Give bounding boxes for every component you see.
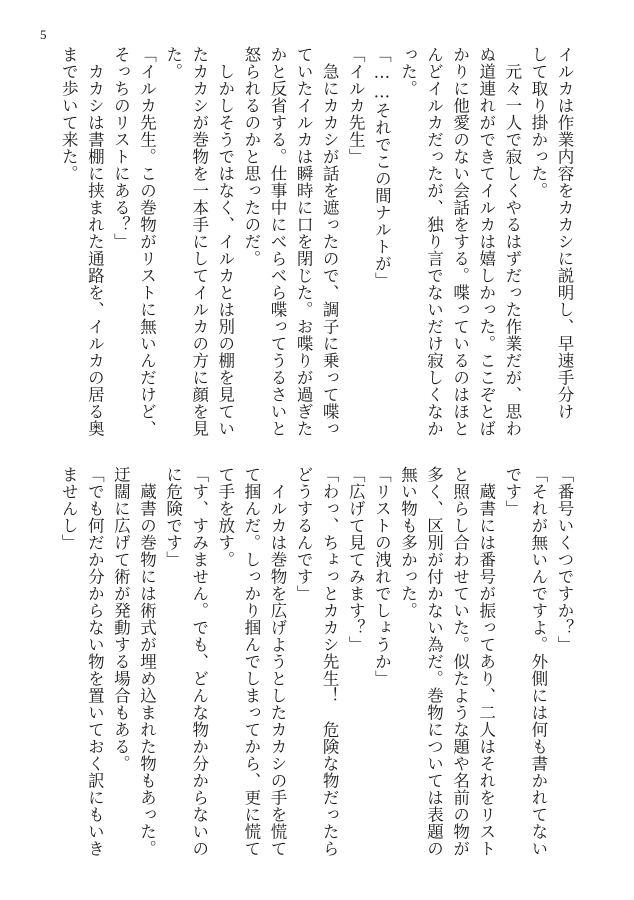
text-line: カカシは書棚に挟まれた通路を、イルカの居る奥 xyxy=(85,46,105,437)
text-line: 「でも何だか分からない物を置いておく訳にもいき xyxy=(85,466,105,857)
text-line: 怒られるのかと思ったのだ。 xyxy=(241,46,261,267)
text-line: と照らし合わせていた。似たような題や名前の物が xyxy=(450,466,470,857)
text-line: ませんし」 xyxy=(59,466,79,551)
text-line: イルカは巻物を広げようとしたカカシの手を慌て xyxy=(267,466,287,857)
text-line: して取り掛かった。 xyxy=(528,46,548,199)
text-line: しかしそうではなく、イルカとは別の棚を見てい xyxy=(215,46,235,437)
text-line: そっちのリストにある？」 xyxy=(111,46,131,250)
text-line: 「番号いくつですか？」 xyxy=(555,466,574,653)
text-line: イルカは作業内容をカカシに説明し、早速手分け xyxy=(555,46,574,420)
text-line: 多く、区別が付かない為だ。巻物については表題の xyxy=(424,466,444,857)
text-line: 蔵書には番号が振ってあり、二人はそれをリスト xyxy=(476,466,496,857)
text-line: 「わっ、ちょっとカカシ先生！ 危険な物だったら xyxy=(320,466,340,857)
text-line: 「イルカ先生」 xyxy=(346,46,366,165)
text-line: です」 xyxy=(502,466,522,517)
text-line: 急にカカシが話を遮ったので、調子に乗って喋っ xyxy=(320,46,340,437)
text-line: 迂闊に広げて術が発動する場合もある。 xyxy=(111,466,131,772)
text-line: 元々一人で寂しくやるはずだった作業だが、思わ xyxy=(502,46,522,437)
text-line: かりに他愛のない会話をする。喋っているのはほと xyxy=(450,46,470,437)
text-line: 「……それでこの間ナルトが」 xyxy=(372,46,392,289)
text-line: たカカシが巻物を一本手にしてイルカの方に顔を見 xyxy=(189,46,209,437)
text-line: 「広げて見てみます？」 xyxy=(346,466,366,653)
text-line: 「それが無いんですよ。外側には何も書かれてない xyxy=(528,466,548,857)
text-line: ぬ道連れができてイルカは嬉しかった。ここぞとば xyxy=(476,46,496,437)
text-line: 「リストの洩れでしょうか」 xyxy=(372,466,392,687)
text-line: 蔵書の巻物には術式が埋め込まれた物もあった。 xyxy=(137,466,157,857)
text-line: かと反省する。仕事中にべらべら喋ってうるさいと xyxy=(267,46,287,437)
text-line: ていたイルカは瞬時に口を閉じた。お喋りが過ぎた xyxy=(294,46,314,437)
text-line: て手を放す。 xyxy=(215,466,235,568)
text-line: 「す、すみません。でも、どんな物か分からないの xyxy=(189,466,209,857)
text-line: った。 xyxy=(398,46,418,97)
text-line: に危険です」 xyxy=(163,466,183,568)
text-column-top xyxy=(56,46,578,446)
text-line: 無い物も多かった。 xyxy=(398,466,418,619)
text-line: て掴んだ。しっかり掴んでしまってから、更に慌て xyxy=(241,466,261,857)
text-line: どうするんです」 xyxy=(294,466,314,602)
text-line: んどイルカだったが、独り言でないだけ寂しくなか xyxy=(424,46,444,437)
text-line: 「イルカ先生。この巻物がリストに無いんだけど、 xyxy=(137,46,157,437)
text-line: た。 xyxy=(163,46,183,80)
page-number: 5 xyxy=(40,27,47,42)
text-line: まで歩いて来た。 xyxy=(59,46,79,182)
text-column-bottom xyxy=(56,466,578,866)
